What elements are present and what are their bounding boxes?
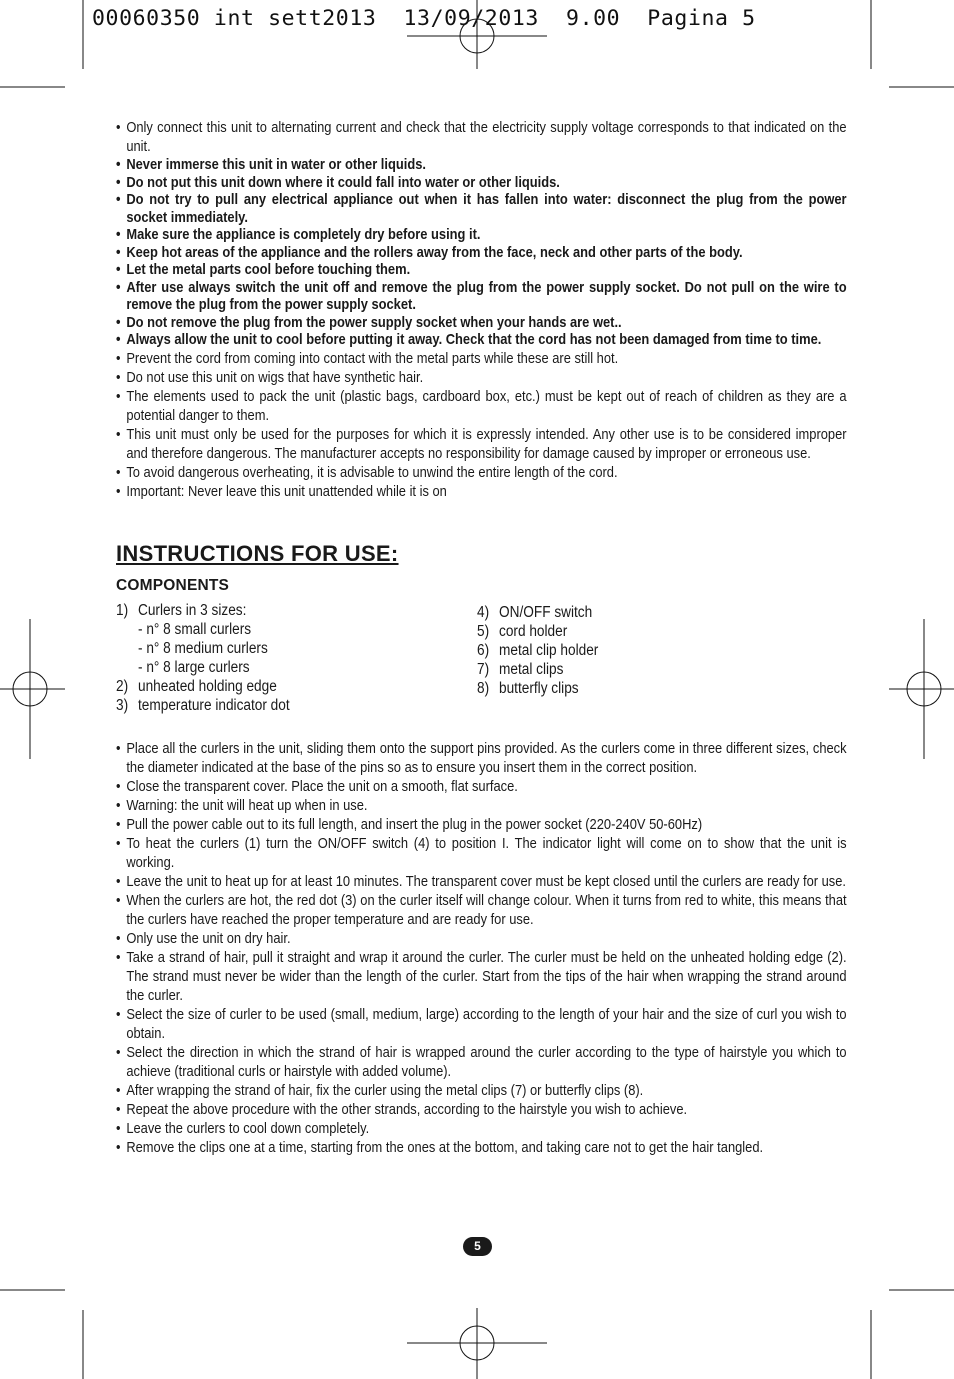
usage-step-item: • When the curlers are hot, the red dot (3) on the curler itself will change colour. When it turns from red to white, this means that the curlers have reached the proper temperature and are ready for use. <box>116 891 847 929</box>
component-number: 5) <box>477 622 490 640</box>
usage-step-item: • After wrapping the strand of hair, fix the curler using the metal clips (7) or butterfly clips (8). <box>116 1081 847 1100</box>
warning-item: • Do not remove the plug from the power supply socket when your hands are wet.. <box>116 314 847 332</box>
component-item <box>116 658 290 677</box>
usage-step-item: • Only use the unit on dry hair. <box>116 929 847 948</box>
component-number: 1) <box>116 601 129 619</box>
page-number-badge: 5 <box>463 1237 492 1256</box>
component-label: metal clip holder <box>499 641 599 659</box>
warning-item: • Prevent the cord from coming into contact with the metal parts while these are still hot. <box>116 349 847 368</box>
component-item <box>477 603 598 622</box>
warning-item: • To avoid dangerous overheating, it is advisable to unwind the entire length of the cord. <box>116 463 847 482</box>
usage-step-item: • Select the size of curler to be used (small, medium, large) according to the length of your hair and the size of curl you wish to obtain. <box>116 1005 847 1043</box>
usage-step-item: • Warning: the unit will heat up when in use. <box>116 796 847 815</box>
component-item <box>116 639 290 658</box>
warning-item: • This unit must only be used for the purposes for which it is expressly intended. Any other use is to be considered improper and therefore dangerous. The manufacturer accepts no responsibility for damage caused by improper or erroneous use. <box>116 425 847 463</box>
component-number: 4) <box>477 603 490 621</box>
warning-item: • Do not try to pull any electrical appliance out when it has fallen into water: disconnect the plug from the power socket immediately. <box>116 191 847 226</box>
component-item <box>477 622 598 641</box>
usage-step-item: • Pull the power cable out to its full length, and insert the plug in the power socket (220-240V 50-60Hz) <box>116 815 847 834</box>
warning-item: • Do not use this unit on wigs that have synthetic hair. <box>116 368 847 387</box>
component-item <box>477 660 598 679</box>
warning-item: • Never immerse this unit in water or other liquids. <box>116 156 847 174</box>
components-list <box>116 601 838 731</box>
component-label: temperature indicator dot <box>138 696 290 714</box>
warning-item: • Keep hot areas of the appliance and the rollers away from the face, neck and other parts of the body. <box>116 244 847 262</box>
component-label: - n° 8 large curlers <box>138 658 250 676</box>
usage-step-item: • Take a strand of hair, pull it straight and wrap it around the curler. The curler must be held on the unheated holding edge (2). The strand must never be wider than the length of the curler. Start from the tips of the hair when wrapping the strand around the curler. <box>116 948 847 1005</box>
component-item <box>477 679 598 698</box>
component-item <box>116 620 290 639</box>
component-number: 3) <box>116 696 129 714</box>
usage-step-item: • Remove the clips one at a time, starting from the ones at the bottom, and taking care not to get the hair tangled. <box>116 1138 847 1157</box>
warning-item: • Important: Never leave this unit unattended while it is on <box>116 482 847 501</box>
usage-step-item: • Leave the unit to heat up for at least 10 minutes. The transparent cover must be kept closed until the curlers are ready for use. <box>116 872 847 891</box>
warning-item: • Do not put this unit down where it could fall into water or other liquids. <box>116 174 847 192</box>
section-title: INSTRUCTIONS FOR USE: <box>116 540 399 566</box>
warning-item: • Let the metal parts cool before touching them. <box>116 261 847 279</box>
component-label: cord holder <box>499 622 568 640</box>
warning-item: • Always allow the unit to cool before putting it away. Check that the cord has not been damaged from time to time. <box>116 331 847 349</box>
component-item <box>116 677 290 696</box>
usage-step-item: • Repeat the above procedure with the other strands, according to the hairstyle you wish to achieve. <box>116 1100 847 1119</box>
components-column-left <box>116 601 313 715</box>
components-column-right <box>477 603 615 698</box>
warning-item: • Make sure the appliance is completely dry before using it. <box>116 226 847 244</box>
page-content <box>116 118 847 1157</box>
usage-step-item: • Place all the curlers in the unit, sliding them onto the support pins provided. As the curlers come in three different sizes, check the diameter indicated at the base of the pins so as to ensure you insert them in the correct position. <box>116 739 847 777</box>
usage-step-item: • Leave the curlers to cool down completely. <box>116 1119 847 1138</box>
component-item <box>116 696 290 715</box>
component-number: 2) <box>116 677 129 695</box>
component-item <box>477 641 598 660</box>
print-slug-header: 00060350 int sett2013 13/09/2013 9.00 Pagina 5 <box>92 6 756 31</box>
components-heading: COMPONENTS <box>116 576 230 594</box>
usage-steps-list <box>116 739 847 1157</box>
component-label: metal clips <box>499 660 564 678</box>
component-label: Curlers in 3 sizes: <box>138 601 247 619</box>
component-number: 6) <box>477 641 490 659</box>
component-label: ON/OFF switch <box>499 603 593 621</box>
usage-step-item: • To heat the curlers (1) turn the ON/OFF switch (4) to position I. The indicator light will come on to show that the unit is working. <box>116 834 847 872</box>
safety-warnings-list <box>116 118 847 501</box>
warning-item: • The elements used to pack the unit (plastic bags, cardboard box, etc.) must be kept out of reach of children as they are a potential danger to them. <box>116 387 847 425</box>
component-label: unheated holding edge <box>138 677 277 695</box>
component-label: - n° 8 small curlers <box>138 620 252 638</box>
component-number: 8) <box>477 679 490 697</box>
warning-item: • Only connect this unit to alternating current and check that the electricity supply voltage corresponds to that indicated on the unit. <box>116 118 847 156</box>
component-label: - n° 8 medium curlers <box>138 639 268 657</box>
warning-item: • After use always switch the unit off and remove the plug from the power supply socket. Do not pull on the wire to remove the plug from the power supply socket. <box>116 279 847 314</box>
component-item <box>116 601 290 620</box>
usage-step-item: • Close the transparent cover. Place the unit on a smooth, flat surface. <box>116 777 847 796</box>
usage-step-item: • Select the direction in which the strand of hair is wrapped around the curler according to the type of hairstyle you which to achieve (traditional curls or hairstyle with added volume). <box>116 1043 847 1081</box>
component-number: 7) <box>477 660 490 678</box>
component-label: butterfly clips <box>499 679 579 697</box>
